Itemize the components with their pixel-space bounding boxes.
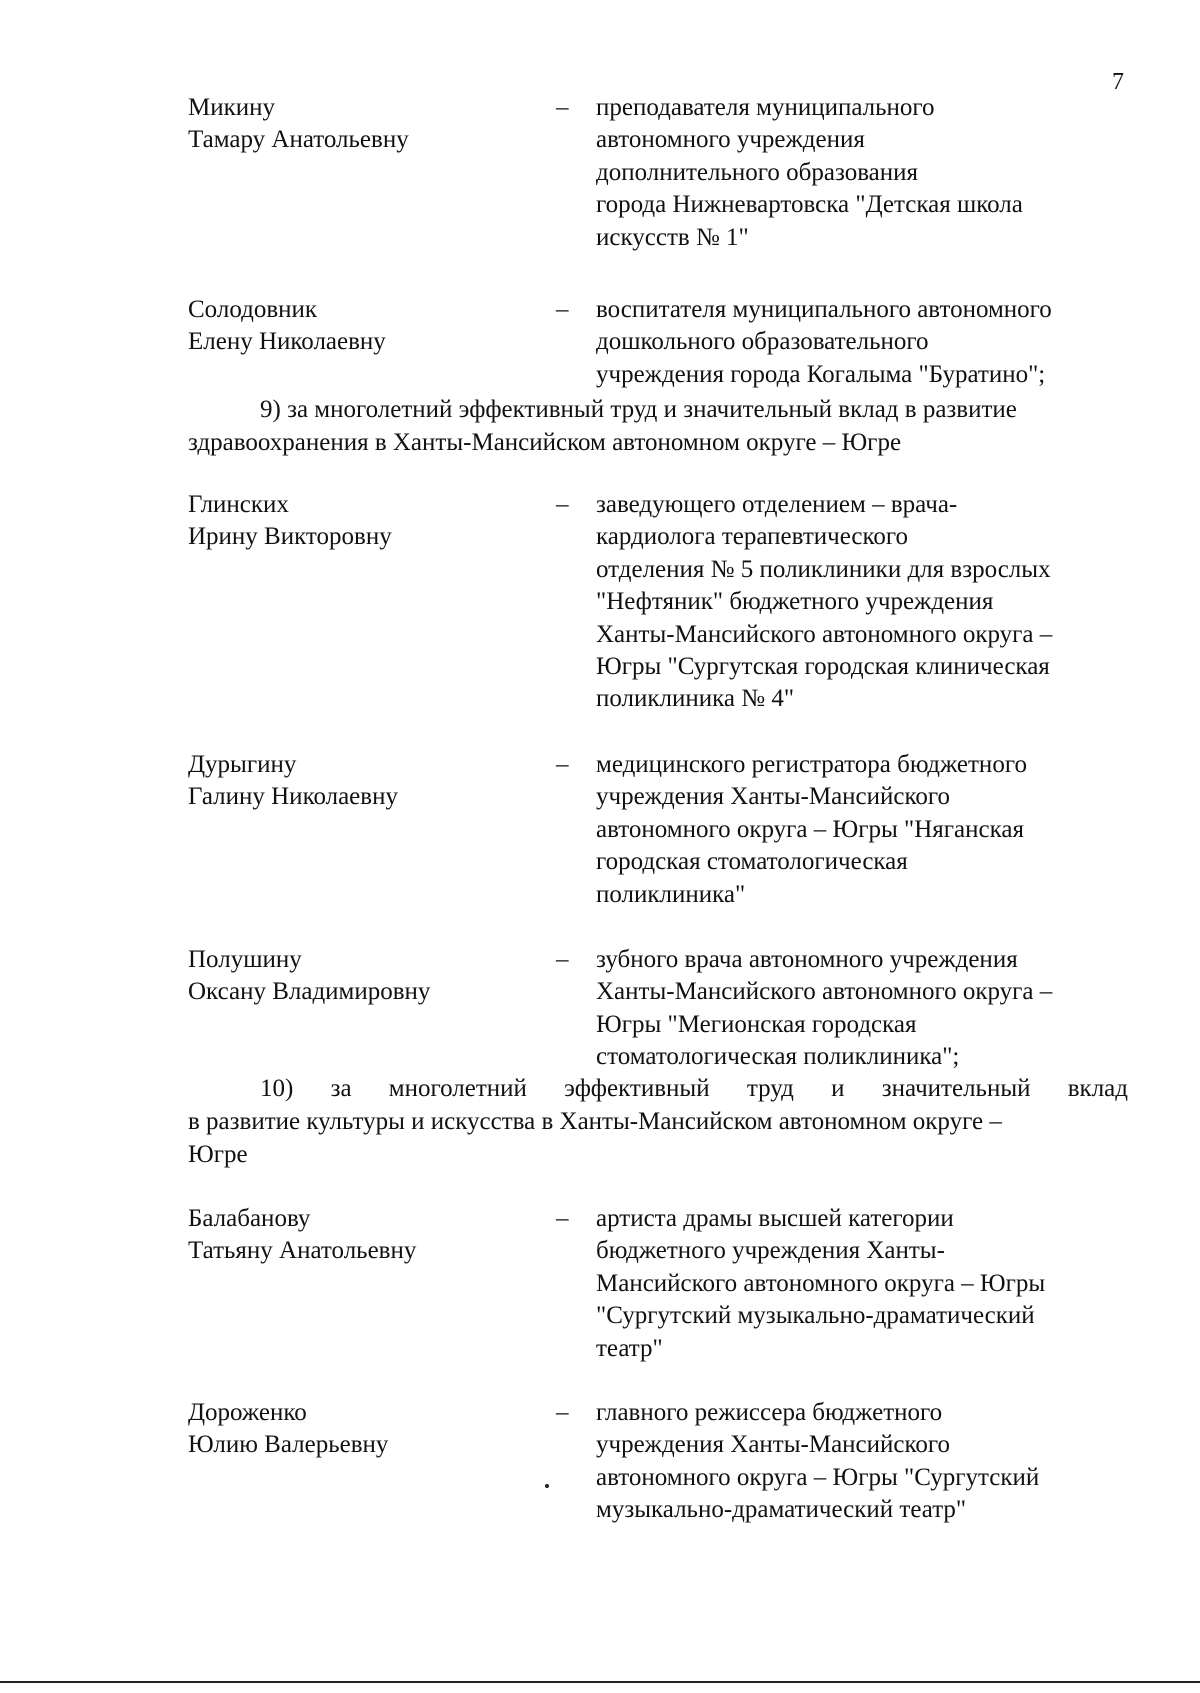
paragraph-line: здравоохранения в Ханты-Мансийском автономном округе – Югре [188,429,902,456]
description-line: бюджетного учреждения Ханты- [596,1237,945,1265]
surname: Глинских [188,491,289,518]
description-line: музыкально-драматический театр" [596,1496,967,1524]
paragraph-line: 10) за многолетний эффективный труд и значительный вклад [260,1075,1128,1102]
description-line: театр" [596,1334,663,1362]
given-names: Галину Николаевну [188,783,398,811]
dash-separator: – [556,491,569,518]
position-description [596,1203,1136,1365]
section-paragraph-10 [188,1072,1128,1171]
description-line: учреждения Ханты-Мансийского [596,783,951,811]
person-name [188,294,528,359]
person-name [188,1203,528,1268]
description-line: стоматологическая поликлиника"; [596,1043,960,1071]
page-number: 7 [1112,69,1124,95]
dash-separator: – [556,296,569,323]
position-description [596,749,1136,911]
description-line: воспитателя муниципального автономного [596,296,1052,323]
description-line: автономного округа – Югры "Сургутский [596,1463,1040,1491]
given-names: Татьяну Анатольевну [188,1237,417,1265]
description-line: отделения № 5 поликлиники для взрослых [596,555,1051,583]
description-line: артиста драмы высшей категории [596,1205,954,1232]
description-line: "Сургутский музыкально-драматический [596,1302,1035,1330]
description-line: "Нефтяник" бюджетного учреждения [596,588,994,616]
given-names: Тамару Анатольевну [188,126,409,154]
description-line: главного режиссера бюджетного [596,1399,943,1426]
description-line: медицинского регистратора бюджетного [596,751,1027,778]
dash-separator: – [556,946,569,973]
paragraph-line: Югре [188,1141,248,1168]
description-line: преподавателя муниципального [596,94,935,121]
dash-separator: – [556,1205,569,1232]
paragraph-line: в развитие культуры и искусства в Ханты-Мансийском автономном округе – [188,1108,1002,1135]
given-names: Ирину Викторовну [188,523,392,551]
person-name [188,92,528,157]
description-line: автономного округа – Югры "Няганская [596,815,1024,843]
surname: Балабанову [188,1205,311,1232]
person-name [188,944,528,1009]
surname: Солодовник [188,296,318,323]
position-description [596,92,1136,254]
position-description [596,294,1136,391]
person-name [188,489,528,554]
description-line: искусств № 1" [596,223,749,251]
description-line: учреждения Ханты-Мансийского [596,1431,951,1459]
person-name [188,749,528,814]
person-name [188,1397,528,1462]
position-description [596,944,1136,1074]
description-line: Югры "Мегионская городская [596,1010,917,1038]
description-line: заведующего отделением – врача- [596,491,958,518]
surname: Полушину [188,946,302,973]
description-line: города Нижневартовска "Детская школа [596,191,1023,219]
description-line: дошкольного образовательного [596,328,929,356]
position-description [596,489,1136,716]
surname: Дурыгину [188,751,297,778]
scan-artifact-dot [545,1484,549,1488]
description-line: городская стоматологическая [596,848,908,876]
given-names: Елену Николаевну [188,328,386,356]
description-line: поликлиника № 4" [596,685,795,713]
description-line: зубного врача автономного учреждения [596,946,1018,973]
given-names: Оксану Владимировну [188,978,431,1006]
position-description [596,1397,1136,1527]
dash-separator: – [556,751,569,778]
bottom-border-line [0,1681,1200,1683]
description-line: учреждения города Когалыма "Буратино"; [596,360,1046,388]
description-line: Югры "Сургутская городская клиническая [596,653,1050,681]
description-line: кардиолога терапевтического [596,523,909,551]
surname: Дороженко [188,1399,307,1426]
description-line: Ханты-Мансийского автономного округа – [596,978,1053,1006]
description-line: Мансийского автономного округа – Югры [596,1269,1046,1297]
dash-separator: – [556,1399,569,1426]
surname: Микину [188,94,276,121]
description-line: поликлиника" [596,880,746,908]
description-line: дополнительного образования [596,158,919,186]
paragraph-line: 9) за многолетний эффективный труд и значительный вклад в развитие [260,396,1017,423]
given-names: Юлию Валерьевну [188,1431,389,1459]
section-paragraph-9 [188,393,1128,459]
dash-separator: – [556,94,569,121]
description-line: Ханты-Мансийского автономного округа – [596,620,1053,648]
description-line: автономного учреждения [596,126,865,154]
